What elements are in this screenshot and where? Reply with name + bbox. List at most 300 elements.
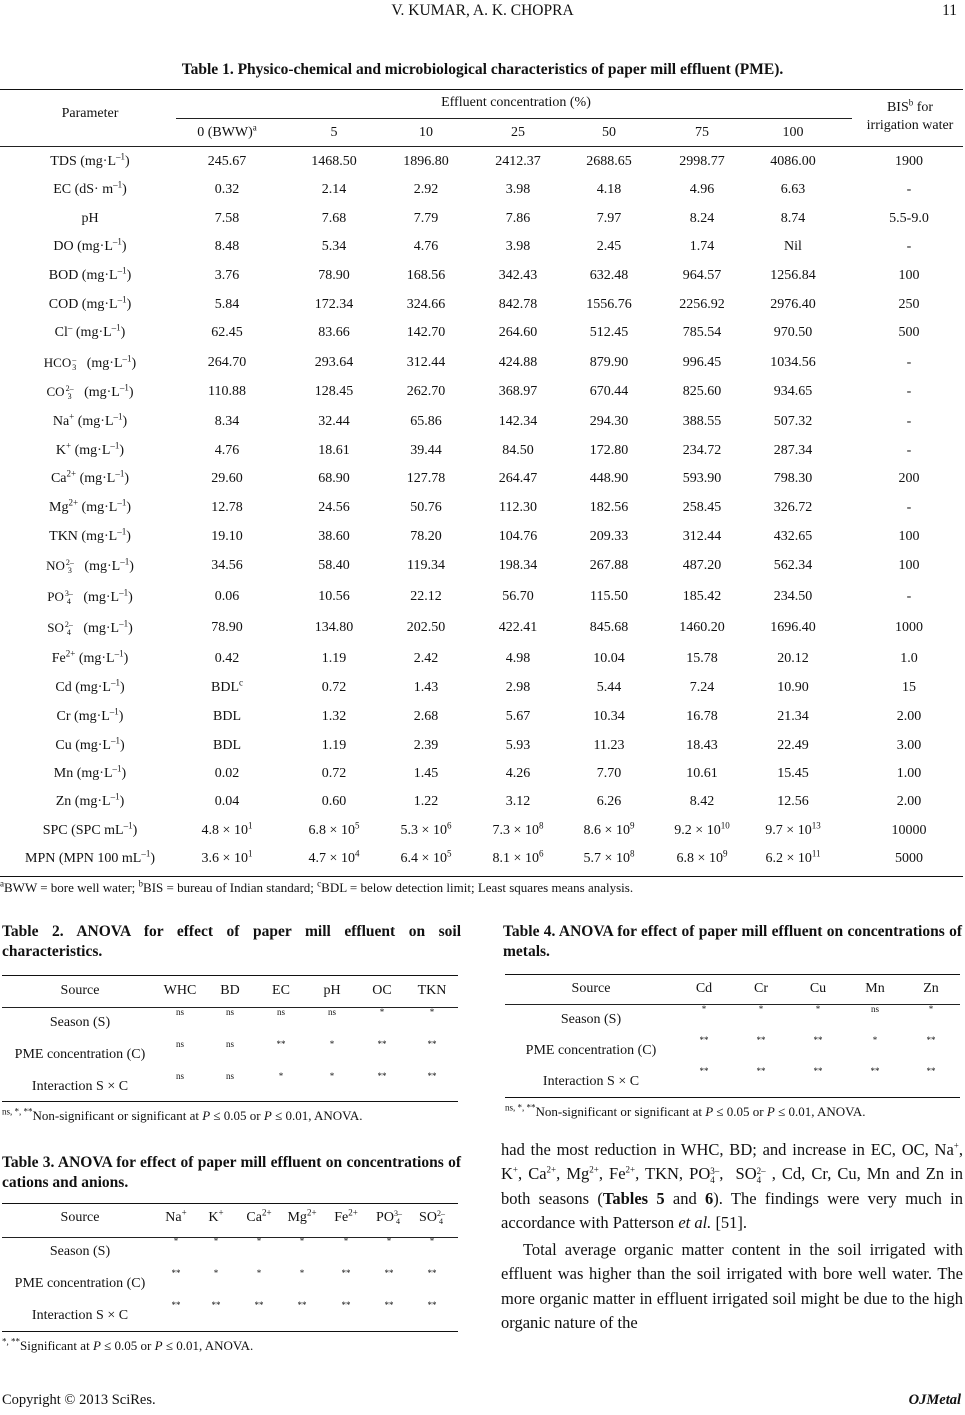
- table-top-rule: [505, 974, 960, 975]
- table1-cell: 83.66: [318, 325, 350, 340]
- body-paragraph-2: Total average organic matter content in the soil irrigated with effluent was higher than the soil irrigated with bore well water. The more organic matter in effluent irrigated soil might be due to the high organic nature of the: [501, 1240, 963, 1333]
- table-note: $^{ns, *, **}$Non-significant or significant at P ≤ 0.05 or P ≤ 0.01, ANOVA.: [2, 1106, 363, 1123]
- table1-cell-bis: -: [906, 443, 912, 458]
- table-col-header: $Fe^{2+}$: [334, 1207, 358, 1225]
- table1-cell: 19.10: [211, 529, 243, 544]
- table1-cell-bis: 1000: [895, 620, 923, 635]
- so4-ion: SO2– 4: [735, 1164, 766, 1185]
- table1-cell: 1556.76: [586, 297, 632, 312]
- table1-cell: 18.61: [318, 443, 350, 458]
- table1-cell: 12.78: [211, 500, 243, 515]
- table1-cell: 8.74: [780, 211, 806, 226]
- table1-cell: $6.4 \times 10^5$: [400, 848, 452, 866]
- table1-row-parameter: SPC (SPC $mL^{-1}$): [42, 820, 138, 838]
- table-row-source: Interaction S × C: [542, 1074, 640, 1089]
- significance-mark: ns: [175, 1039, 184, 1049]
- table1-cell: 234.50: [773, 589, 813, 604]
- table1-row-parameter: SO2– 4 $(mg\cdot L^{-1})$: [47, 618, 133, 638]
- significance-mark: ns: [225, 1071, 234, 1081]
- table1-cell: 4.98: [505, 651, 531, 666]
- table-row-source: Interaction S × C: [31, 1079, 129, 1094]
- table1-cell: 293.64: [314, 355, 354, 370]
- table1-cell-bis: -: [906, 182, 912, 197]
- table1-cell: 112.30: [499, 500, 537, 515]
- table1-row-parameter: $Mg^{2+}$ $(mg\cdot L^{-1})$: [49, 497, 131, 515]
- table1-cell-bis: 100: [898, 529, 920, 544]
- table-col-header: $Mg^{2+}$: [287, 1207, 317, 1225]
- table1-header-rule: [0, 146, 963, 147]
- table1-cell: 1.19: [321, 738, 347, 753]
- table1-cell: 4.76: [214, 443, 240, 458]
- significance-mark: **: [926, 1035, 936, 1045]
- significance-mark: **: [341, 1300, 351, 1310]
- significance-mark: *: [429, 1236, 435, 1246]
- table1-cell: 1.19: [321, 651, 347, 666]
- table-top-rule: [2, 1203, 458, 1204]
- table-col-header: EC: [272, 983, 290, 998]
- table4-caption: Table 4. ANOVA for effect of paper mill effluent on concentrations of metals.: [503, 923, 962, 960]
- significance-mark: *: [299, 1236, 305, 1246]
- significance-mark: **: [276, 1039, 286, 1049]
- body-text: [501, 1138, 963, 1335]
- table1-cell: 10.56: [318, 589, 350, 604]
- table1-row-parameter: BOD $(mg\cdot L^{-1})$: [48, 265, 132, 283]
- table1-cell: 65.86: [410, 414, 442, 429]
- table-col-header: Zn: [923, 981, 939, 996]
- table1-cell: 1.32: [321, 709, 347, 724]
- table1-cell: 1696.40: [770, 620, 816, 635]
- table1-cell: 3.76: [214, 268, 240, 283]
- table1-col-header: 25: [511, 125, 525, 140]
- table1-cell: 8.24: [689, 211, 715, 226]
- table1-cell: 8.42: [689, 794, 715, 809]
- table1-cell: $6.2 \times 10^{11}$: [765, 848, 821, 866]
- table1-cell: 1.45: [413, 766, 439, 781]
- significance-mark: *: [928, 1004, 934, 1014]
- table1-row-parameter: K+ $(mg\cdot L^{-1})$: [55, 440, 125, 458]
- table1-cell: 168.56: [406, 268, 446, 283]
- table1-cell: 264.47: [498, 471, 538, 486]
- table1-cell: 388.55: [682, 414, 722, 429]
- table1-cell: 4.96: [689, 182, 715, 197]
- table-note: *, **Significant at P ≤ 0.05 or P ≤ 0.01, ANOVA.: [2, 1336, 254, 1353]
- table1-row-parameter: $Ca^{2+}$ $(mg\cdot L^{-1})$: [50, 468, 130, 486]
- table1-cell: 0.42: [214, 651, 240, 666]
- table1-col-header: 5: [330, 125, 338, 140]
- table-bottom-rule: [2, 1101, 458, 1102]
- table1-cell: 78.20: [410, 529, 442, 544]
- table1-cell: 202.50: [406, 620, 446, 635]
- table1-cell-bis: 5.5-9.0: [889, 211, 929, 226]
- table1-cell: 7.79: [413, 211, 439, 226]
- table1-cell: 110.88: [208, 384, 246, 399]
- significance-mark: *: [213, 1236, 219, 1246]
- table1-cell: 3.98: [505, 239, 531, 254]
- significance-mark: *: [701, 1004, 707, 1014]
- table1-cell: 3.12: [505, 794, 531, 809]
- significance-mark: *: [379, 1007, 385, 1017]
- table1-cell: 68.90: [318, 471, 350, 486]
- table1-cell: 34.56: [211, 558, 243, 573]
- table1-cell: 342.43: [498, 268, 538, 283]
- significance-mark: ns: [327, 1007, 336, 1017]
- significance-mark: ns: [276, 1007, 285, 1017]
- table-col-header: Mn: [865, 981, 885, 996]
- table1-cell: 142.70: [406, 325, 446, 340]
- table1-cell: 996.45: [682, 355, 722, 370]
- table1-footnote: $^a$BWW = bore well water; $^b$BIS = bureau of Indian standard; $^c$BDL = below detection limit; Least squares means analysis.: [0, 878, 634, 895]
- significance-mark: ns: [175, 1007, 184, 1017]
- table1-row-parameter: HCO– 3 $(mg\cdot L^{-1})$: [43, 353, 137, 373]
- table1-cell: 2256.92: [679, 297, 725, 312]
- table1-cell: 134.80: [314, 620, 354, 635]
- table1-cell: 2412.37: [495, 154, 541, 169]
- table1-row-parameter: COD $(mg\cdot L^{-1})$: [48, 294, 132, 312]
- table1-cell-bis: 250: [898, 297, 920, 312]
- table-col-header: Cu: [809, 981, 827, 996]
- table1-cell: 258.45: [682, 500, 722, 515]
- journal-name: OJMetal: [908, 1392, 961, 1408]
- table1-cell: 20.12: [777, 651, 809, 666]
- table1-row-parameter: $Fe^{2+}$ $(mg\cdot L^{-1})$: [51, 648, 129, 666]
- table1-cell: 1.22: [413, 794, 439, 809]
- significance-mark: **: [171, 1300, 181, 1310]
- table1-cell: 264.60: [498, 325, 538, 340]
- table1-cell: $8.1 \times 10^6$: [492, 848, 544, 866]
- table1-cell: 119.34: [407, 558, 445, 573]
- table1-cell: 512.45: [589, 325, 629, 340]
- table1-cell: 7.58: [214, 211, 240, 226]
- table1-cell: 312.44: [682, 529, 722, 544]
- significance-mark: **: [427, 1268, 437, 1278]
- table1-cell: 12.56: [777, 794, 809, 809]
- table-col-header: Source: [571, 981, 611, 996]
- table1-row-parameter: Cu $(mg\cdot L^{-1})$: [55, 735, 125, 753]
- copyright: Copyright © 2013 SciRes.: [2, 1392, 156, 1408]
- table1-cell: 10.04: [593, 651, 625, 666]
- table1-bottom-rule: [0, 876, 963, 877]
- table1-cell: 78.90: [211, 620, 243, 635]
- table1-cell-bis: -: [906, 239, 912, 254]
- table-col-header: Cd: [695, 981, 713, 996]
- table1-cell: 2976.40: [770, 297, 816, 312]
- table1-col-header: 75: [695, 125, 709, 140]
- significance-mark: ns: [175, 1071, 184, 1081]
- table1-cell-bis: -: [906, 414, 912, 429]
- table1-cell-bis: 1.0: [900, 651, 918, 666]
- table1-cell: 4.76: [413, 239, 439, 254]
- table1-cell-bis: 3.00: [896, 738, 922, 753]
- table1-row-parameter: Cd $(mg\cdot L^{-1})$: [55, 677, 125, 695]
- table1-cell: 294.30: [589, 414, 629, 429]
- table1-cell: 4.18: [596, 182, 622, 197]
- significance-mark: **: [427, 1039, 437, 1049]
- significance-mark: **: [211, 1300, 221, 1310]
- table-col-header: Na+: [165, 1207, 187, 1225]
- table1-cell: 78.90: [318, 268, 350, 283]
- table1-row-parameter: pH: [81, 211, 99, 226]
- table1-cell: 0.32: [214, 182, 240, 197]
- table1-cell: 2998.77: [679, 154, 725, 169]
- table1-cell: 2.68: [413, 709, 439, 724]
- table1-cell: 209.33: [589, 529, 629, 544]
- table-col-header: $Ca^{2+}$: [246, 1207, 272, 1225]
- table1-header-bis: BIS$^b$ for irrigation water: [866, 97, 954, 133]
- table1-cell: 11.23: [593, 738, 625, 753]
- table1-cell-bis: 5000: [895, 851, 923, 866]
- table-top-rule: [2, 975, 458, 976]
- table1-cell: 185.42: [682, 589, 722, 604]
- table1-cell: 798.30: [773, 471, 813, 486]
- table1-cell: 287.34: [773, 443, 813, 458]
- table1-cell: 825.60: [682, 384, 722, 399]
- significance-mark: *: [429, 1007, 435, 1017]
- table1-cell-bis: -: [906, 384, 912, 399]
- table1-cell: 0.60: [321, 794, 347, 809]
- table-col-header: WHC: [163, 983, 197, 998]
- table1-cell: 1896.80: [403, 154, 449, 169]
- table-col-header: Cr: [754, 981, 768, 996]
- table1-cell: 2.42: [413, 651, 439, 666]
- table1-cell: 324.66: [406, 297, 446, 312]
- significance-mark: *: [256, 1268, 262, 1278]
- table1-cell: 15.45: [777, 766, 809, 781]
- table-bottom-rule: [505, 1097, 960, 1098]
- table-col-header: Source: [60, 983, 100, 998]
- table1-top-rule: [0, 89, 963, 90]
- table1-cell: $6.8 \times 10^9$: [676, 848, 728, 866]
- table1-cell: 5.44: [596, 680, 622, 695]
- table1-cell: 262.70: [406, 384, 446, 399]
- table1-cell: 562.34: [773, 558, 813, 573]
- table1-cell: 172.80: [589, 443, 629, 458]
- table1-cell: 267.88: [589, 558, 629, 573]
- significance-mark: **: [341, 1268, 351, 1278]
- significance-mark: **: [699, 1066, 709, 1076]
- table-row-source: Season (S): [560, 1012, 622, 1027]
- table1-cell: 326.72: [773, 500, 813, 515]
- table1-cell: 312.44: [406, 355, 446, 370]
- significance-mark: *: [815, 1004, 821, 1014]
- table1-cell: 56.70: [502, 589, 534, 604]
- table1-row-parameter: CO2– 3 $(mg\cdot L^{-1})$: [46, 382, 134, 402]
- table1-cell: $6.8 \times 10^5$: [308, 820, 360, 838]
- table1-cell: 422.41: [498, 620, 538, 635]
- table1-cell: 22.12: [410, 589, 442, 604]
- table1-cell: 368.97: [498, 384, 538, 399]
- table-row-source: Interaction S × C: [31, 1308, 129, 1323]
- table1-cell: 10.34: [593, 709, 625, 724]
- table-col-header: PO3– 4: [376, 1209, 402, 1226]
- table1-cell: 5.34: [321, 239, 347, 254]
- table1-cell: 5.93: [505, 738, 531, 753]
- significance-mark: *: [872, 1035, 878, 1045]
- table1-cell-bis: 15: [902, 680, 916, 695]
- table1-cell: 3.98: [505, 182, 531, 197]
- table1-cell: BDL$^c$: [211, 677, 243, 695]
- significance-mark: **: [254, 1300, 264, 1310]
- table-col-header: TKN: [417, 983, 447, 998]
- significance-mark: *: [329, 1039, 335, 1049]
- table1-cell: 104.76: [498, 529, 538, 544]
- body-paragraph-1: had the most reduction in WHC, BD; and increase in EC, OC, Na+, K+, $Ca^{2+}$, $Mg^{2+}$, $Fe^{2+}$, TKN, PO3– 4 , SO2– 4 , Cd, Cr, Cu, Mn and Zn in both seasons (Tables 5 and 6). The findings were very much in accordance with Patterson et al. [51].: [501, 1140, 963, 1232]
- table1-cell: 39.44: [410, 443, 442, 458]
- table1-row-parameter: Na+ $(mg\cdot L^{-1})$: [52, 411, 128, 429]
- page-number: 11: [942, 2, 957, 19]
- significance-mark: **: [427, 1300, 437, 1310]
- table1-cell: 7.68: [321, 211, 347, 226]
- table1-cell: 842.78: [498, 297, 538, 312]
- table1-cell: 182.56: [589, 500, 629, 515]
- table1-cell: 4.26: [505, 766, 531, 781]
- table1-cell: 198.34: [498, 558, 538, 573]
- table-note: $^{ns, *, **}$Non-significant or significant at P ≤ 0.05 or P ≤ 0.01, ANOVA.: [505, 1102, 866, 1119]
- table1-cell: 2.14: [321, 182, 347, 197]
- table1-cell-bis: -: [906, 589, 912, 604]
- table2-caption: Table 2. ANOVA for effect of paper mill effluent on soil characteristics.: [2, 923, 461, 960]
- significance-mark: **: [756, 1066, 766, 1076]
- table1-cell: 127.78: [406, 471, 446, 486]
- table1-cell: $5.3 \times 10^6$: [400, 820, 452, 838]
- table1-group-rule: [176, 118, 852, 119]
- table1-cell: 115.50: [590, 589, 628, 604]
- table1-row-parameter: TKN $(mg\cdot L^{-1})$: [49, 526, 131, 544]
- table1-cell: 507.32: [773, 414, 813, 429]
- table1-cell: 2.45: [596, 239, 622, 254]
- significance-mark: **: [699, 1035, 709, 1045]
- table-col-header: SO2– 4: [419, 1209, 445, 1226]
- significance-mark: **: [297, 1300, 307, 1310]
- table1-cell: 5.67: [505, 709, 531, 724]
- table1-cell: $8.6 \times 10^9$: [583, 820, 635, 838]
- table1-cell: 7.24: [689, 680, 715, 695]
- table1-cell: 632.48: [589, 268, 629, 283]
- table1-cell-bis: 1900: [895, 154, 923, 169]
- table1-cell: 7.97: [596, 211, 622, 226]
- table1-cell: 10.61: [686, 766, 718, 781]
- po4-ion: PO3– 4: [689, 1164, 720, 1185]
- table1-cell: 4086.00: [770, 154, 816, 169]
- table-col-header: BD: [220, 983, 240, 998]
- table1-cell: 58.40: [318, 558, 350, 573]
- table1-cell: 0.04: [214, 794, 240, 809]
- table1-cell: 234.72: [682, 443, 722, 458]
- table-col-header: pH: [323, 983, 341, 998]
- significance-mark: *: [256, 1236, 262, 1246]
- table1-cell: 15.78: [686, 651, 718, 666]
- table1-cell: 29.60: [211, 471, 243, 486]
- table1-header-group: Effluent concentration (%): [441, 95, 591, 110]
- table1-cell: 432.65: [773, 529, 813, 544]
- table1-cell: 8.48: [214, 239, 240, 254]
- table1-row-parameter: PO3– 4 $(mg\cdot L^{-1})$: [47, 587, 133, 607]
- significance-mark: **: [377, 1071, 387, 1081]
- table1-cell-bis: -: [906, 500, 912, 515]
- significance-mark: **: [756, 1035, 766, 1045]
- table1-row-parameter: EC $(dS\cdot m^{-1})$: [53, 179, 127, 197]
- table1-cell: 264.70: [207, 355, 247, 370]
- table1-cell: $9.2 \times 10^{10}$: [674, 820, 730, 838]
- significance-mark: ns: [225, 1007, 234, 1017]
- table1-cell: 0.02: [214, 766, 240, 781]
- table1-cell: 1.43: [413, 680, 439, 695]
- table1-cell: 1034.56: [770, 355, 816, 370]
- table1-cell-bis: 10000: [891, 823, 927, 838]
- table1-cell-bis: -: [906, 355, 912, 370]
- significance-mark: **: [926, 1066, 936, 1076]
- table-col-header: Source: [60, 1210, 100, 1225]
- table1-cell: BDL: [213, 738, 241, 753]
- significance-mark: **: [813, 1066, 823, 1076]
- table1-cell: 593.90: [682, 471, 722, 486]
- significance-mark: **: [377, 1039, 387, 1049]
- table1-cell: 24.56: [318, 500, 350, 515]
- table1-cell: 0.72: [321, 680, 347, 695]
- table-row-source: PME concentration (C): [14, 1047, 146, 1062]
- table1-cell: 8.34: [214, 414, 240, 429]
- table1-cell-bis: 2.00: [896, 709, 922, 724]
- significance-mark: **: [384, 1300, 394, 1310]
- table1-cell: 6.63: [780, 182, 806, 197]
- table1-cell: 0.06: [214, 589, 240, 604]
- table1-cell: 7.70: [596, 766, 622, 781]
- significance-mark: *: [299, 1268, 305, 1278]
- table1-cell: 785.54: [682, 325, 722, 340]
- significance-mark: *: [278, 1071, 284, 1081]
- table1-cell: 2.98: [505, 680, 531, 695]
- table1-cell: 879.90: [589, 355, 629, 370]
- table1-cell: 5.84: [214, 297, 240, 312]
- table1-cell: 1468.50: [311, 154, 357, 169]
- significance-mark: ns: [870, 1004, 879, 1014]
- table-row-source: PME concentration (C): [14, 1276, 146, 1291]
- table1-cell: 7.86: [505, 211, 531, 226]
- table-row-source: Season (S): [49, 1244, 111, 1259]
- table1-cell-bis: 100: [898, 268, 920, 283]
- table1-cell: 142.34: [498, 414, 538, 429]
- table1-row-parameter: TDS $(mg\cdot L^{-1})$: [50, 151, 130, 169]
- table1-row-parameter: Zn $(mg\cdot L^{-1})$: [55, 791, 125, 809]
- significance-mark: *: [758, 1004, 764, 1014]
- table1-cell: 2.39: [413, 738, 439, 753]
- table1-cell: 448.90: [589, 471, 629, 486]
- table1-cell: 172.34: [314, 297, 354, 312]
- table1-cell: 21.34: [777, 709, 809, 724]
- significance-mark: *: [213, 1268, 219, 1278]
- significance-mark: **: [171, 1268, 181, 1278]
- table1-cell-bis: 1.00: [896, 766, 922, 781]
- table1-col-header: 0 (BWW)$^a$: [197, 122, 257, 140]
- table-col-header: K+: [208, 1207, 224, 1225]
- table1-cell-bis: 100: [898, 558, 920, 573]
- table1-row-parameter: MPN (MPN 100 $mL^{-1}$): [25, 848, 155, 866]
- table1-caption: Table 1. Physico-chemical and microbiological characteristics of paper mill effluent (PME).: [181, 61, 784, 78]
- table1-cell: 245.67: [207, 154, 247, 169]
- table1-row-parameter: Mn $(mg\cdot L^{-1})$: [53, 763, 127, 781]
- table1-cell: 10.90: [777, 680, 809, 695]
- table1-row-parameter: NO2– 3 $(mg\cdot L^{-1})$: [46, 556, 134, 576]
- table1-cell: 0.72: [321, 766, 347, 781]
- table-row-source: Season (S): [49, 1015, 111, 1030]
- significance-mark: **: [384, 1268, 394, 1278]
- table1-header-parameter: Parameter: [61, 106, 119, 121]
- table1-cell: BDL: [213, 709, 241, 724]
- table1-cell: 934.65: [773, 384, 813, 399]
- table1-col-header: 10: [419, 125, 433, 140]
- table1-cell: 845.68: [589, 620, 629, 635]
- significance-mark: *: [173, 1236, 179, 1246]
- significance-mark: **: [427, 1071, 437, 1081]
